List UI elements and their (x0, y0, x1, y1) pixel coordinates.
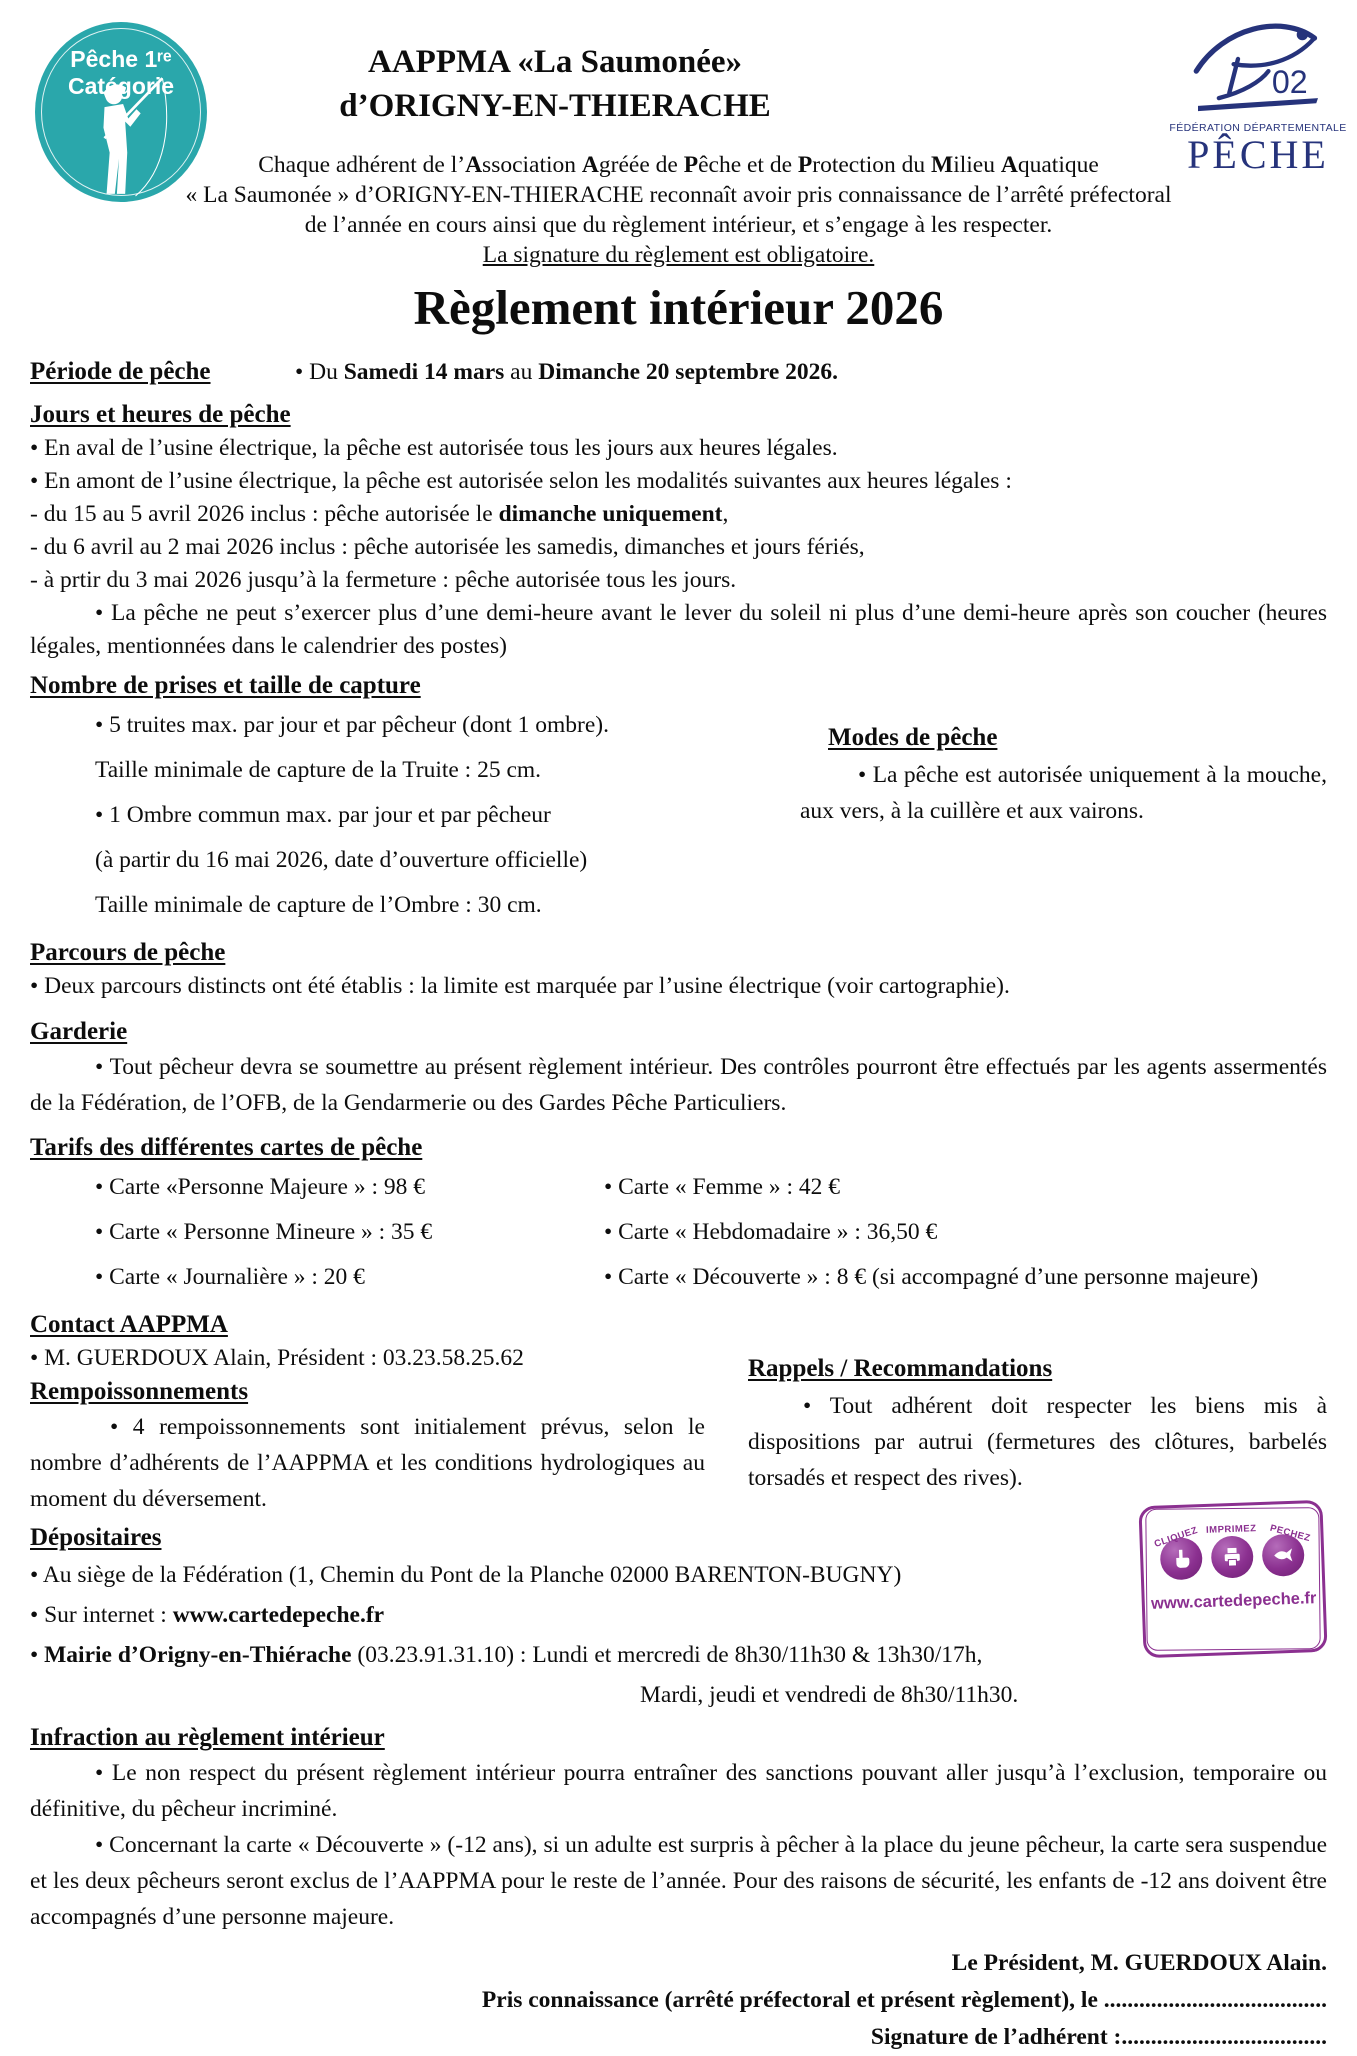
intro-line2: « La Saumonée » d’ORIGNY-EN-THIERACHE reconnaît avoir pris connaissance de l’arrêté préfectoral (185, 182, 1172, 208)
federation-name-label: PÊCHE (1187, 132, 1329, 177)
depositaires-bullet-1: • Au siège de la Fédération (1, Chemin du Pont de la Planche 02000 BARENTON-BUGNY) (30, 1555, 1327, 1595)
garderie-text: • Tout pêcheur devra se soumettre au présent règlement intérieur. Des contrôles pourront être effectués par les agents assermentés de la Fédération, de l’OFB, de la Gendarmerie ou des Gardes Pêche Particuliers. (30, 1049, 1327, 1121)
signature-block (30, 1945, 1327, 2056)
tarif-journaliere: • Carte « Journalière » : 20 € (95, 1255, 604, 1300)
infraction-bullet-2: • Concernant la carte « Découverte » (-12 ans), si un adulte est surpris à pêcher à la place du jeune pêcheur, la carte sera suspendue et les deux pêcheurs seront exclus de l’AAPPMA pour le reste de l’année. Pour des raisons de sécurité, les enfants de -12 ans doivent être accompagnés d’une personne majeure. (30, 1827, 1327, 1935)
tarif-femme: • Carte « Femme » : 42 € (604, 1165, 1327, 1210)
jours-dash-3: - à prtir du 3 mai 2026 jusqu’à la fermeture : pêche autorisée tous les jours. (30, 567, 737, 593)
section-garderie (30, 1015, 1327, 1121)
jours-dash-2: - du 6 avril au 2 mai 2026 inclus : pêche autorisée les samedis, dimanches et jours fériés, (30, 534, 865, 560)
peche-1ere-categorie-badge (35, 22, 207, 202)
prises-line4: (à partir du 16 mai 2026, date d’ouverture officielle) (95, 847, 588, 873)
cartedepeche-badge (1138, 1500, 1327, 1658)
cartedepeche-word-pechez: PECHEZ (1269, 1522, 1313, 1545)
tarif-mineure: • Carte « Personne Mineure » : 35 € (95, 1210, 604, 1255)
page-title-line1: AAPPMA «La Saumonée» (368, 44, 742, 80)
col-contact-rempoissonnements (30, 1308, 705, 1517)
logo-number: 02 (1271, 63, 1308, 100)
main-title: Règlement intérieur 2026 (413, 280, 944, 335)
jours-bullet-2: • En amont de l’usine électrique, la pêche est autorisée selon les modalités suivantes aux heures légales : (30, 465, 1327, 498)
badge-label-line2: Catégorie (67, 73, 175, 99)
page-title-line2: d’ORIGNY-EN-THIERACHE (339, 88, 771, 124)
col-prises (30, 669, 790, 928)
badge-label-line1: Pêche 1ʳᵉ (70, 46, 172, 72)
acknowledgement-date-line: Pris connaissance (arrêté préfectoral et présent règlement), le ...................................... (481, 1987, 1327, 2013)
heading-infraction: Infraction au règlement intérieur (30, 1724, 385, 1751)
tarifs-table (95, 1165, 1327, 1300)
section-periode (30, 354, 1327, 390)
prises-line1: • 5 truites max. par jour et par pêcheur (dont 1 ombre). (95, 703, 790, 748)
intro-line1: Chaque adhérent de l’Association Agréée de Pêche et de Protection du Milieu Aquatique (258, 152, 1099, 178)
depositaires-schedule-line2: Mardi, jeudi et vendredi de 8h30/11h30. (640, 1682, 1019, 1708)
section-infraction (30, 1721, 1327, 1935)
jours-bullet-1: • En aval de l’usine électrique, la pêche est autorisée tous les jours aux heures légales. (30, 432, 1327, 465)
section-jours (30, 398, 1327, 663)
cartedepeche-word-imprimez: IMPRIMEZ (1205, 1523, 1257, 1536)
rempoissonnements-text: • 4 rempoissonnements sont initialement prévus, selon le nombre d’adhérents de l’AAPPMA et les conditions hydrologiques au moment du déversement. (30, 1409, 705, 1517)
prises-line3: • 1 Ombre commun max. par jour et par pêcheur (95, 793, 790, 838)
modes-text: • La pêche est autorisée uniquement à la mouche, aux vers, à la cuillère et aux vairons. (800, 757, 1327, 829)
badge-label (35, 46, 207, 100)
heading-tarifs: Tarifs des différentes cartes de pêche (30, 1134, 423, 1161)
depositaires-bullet-2: • Sur internet : www.cartedepeche.fr (30, 1595, 1327, 1635)
depositaires-bullet-3: • Mairie d’Origny-en-Thiérache (03.23.91.31.10) : Lundi et mercredi de 8h30/11h30 & 13h30/17h, (30, 1635, 1327, 1675)
jours-dash-1: - du 15 au 5 avril 2026 inclus : pêche autorisée le dimanche uniquement, (30, 501, 729, 527)
heading-prises: Nombre de prises et taille de capture (30, 672, 421, 699)
section-parcours (30, 936, 1327, 1003)
intro-line4-underlined: La signature du règlement est obligatoire. (482, 242, 875, 268)
heading-jours: Jours et heures de pêche (30, 401, 291, 428)
section-depositaires (30, 1521, 1327, 1715)
section-prises-modes (30, 669, 1327, 928)
contact-text: • M. GUERDOUX Alain, Président : 03.23.58.25.62 (30, 1342, 705, 1375)
federation-dept-label: FÉDÉRATION DÉPARTEMENTALE (1169, 122, 1347, 134)
member-signature-line: Signature de l’adhérent :................................... (870, 2024, 1327, 2050)
cartedepeche-word-cliquez: CLIQUEZ (1152, 1524, 1200, 1551)
tarif-hebdomadaire: • Carte « Hebdomadaire » : 36,50 € (604, 1210, 1327, 1255)
jours-bullet-3: • La pêche ne peut s’exercer plus d’une demi-heure avant le lever du soleil ni plus d’une demi-heure après son coucher (heures légales, mentionnées dans le calendrier des postes) (30, 597, 1327, 663)
section-tarifs (30, 1131, 1327, 1300)
heading-rempoissonnements: Rempoissonnements (30, 1378, 249, 1405)
federation-logo (1165, 12, 1351, 176)
tarif-decouverte: • Carte « Découverte » : 8 € (si accompagné d’une personne majeure) (604, 1255, 1327, 1300)
heading-contact: Contact AAPPMA (30, 1311, 228, 1338)
heading-depositaires: Dépositaires (30, 1524, 162, 1551)
heading-parcours: Parcours de pêche (30, 939, 226, 966)
president-line: Le Président, M. GUERDOUX Alain. (951, 1950, 1327, 1976)
infraction-bullet-1: • Le non respect du présent règlement intérieur pourra entraîner des sanctions pouvant aller jusqu’à l’exclusion, temporaire ou définitive, du pêcheur incriminé. (30, 1755, 1327, 1827)
fish-logo-icon (1177, 12, 1339, 112)
section-contact-rappels (30, 1308, 1327, 1517)
heading-modes: Modes de pêche (828, 724, 998, 751)
heading-rappels: Rappels / Recommandations (748, 1355, 1053, 1382)
prises-line5: Taille minimale de capture de l’Ombre : 30 cm. (95, 892, 542, 918)
prises-line2: Taille minimale de capture de la Truite : 25 cm. (95, 757, 542, 783)
page-title (195, 40, 915, 128)
tarif-majeure: • Carte «Personne Majeure » : 98 € (95, 1165, 604, 1210)
col-rappels (705, 1352, 1327, 1517)
intro-paragraph (0, 146, 1357, 270)
heading-periode: Période de pêche (30, 358, 211, 385)
cartedepeche-url: www.cartedepeche.fr (1150, 1589, 1317, 1613)
periode-text: • Du Samedi 14 mars au Dimanche 20 septembre 2026. (295, 354, 838, 390)
rappels-text: • Tout adhérent doit respecter les biens mis à dispositions par autrui (fermetures des clôtures, barbelés torsadés et respect des rives). (748, 1388, 1327, 1496)
col-modes (790, 721, 1327, 928)
heading-garderie: Garderie (30, 1018, 128, 1045)
parcours-text: • Deux parcours distincts ont été établis : la limite est marquée par l’usine électrique (voir cartographie). (30, 970, 1327, 1003)
intro-line3: de l’année en cours ainsi que du règlement intérieur, et s’engage à les respecter. (304, 212, 1053, 238)
